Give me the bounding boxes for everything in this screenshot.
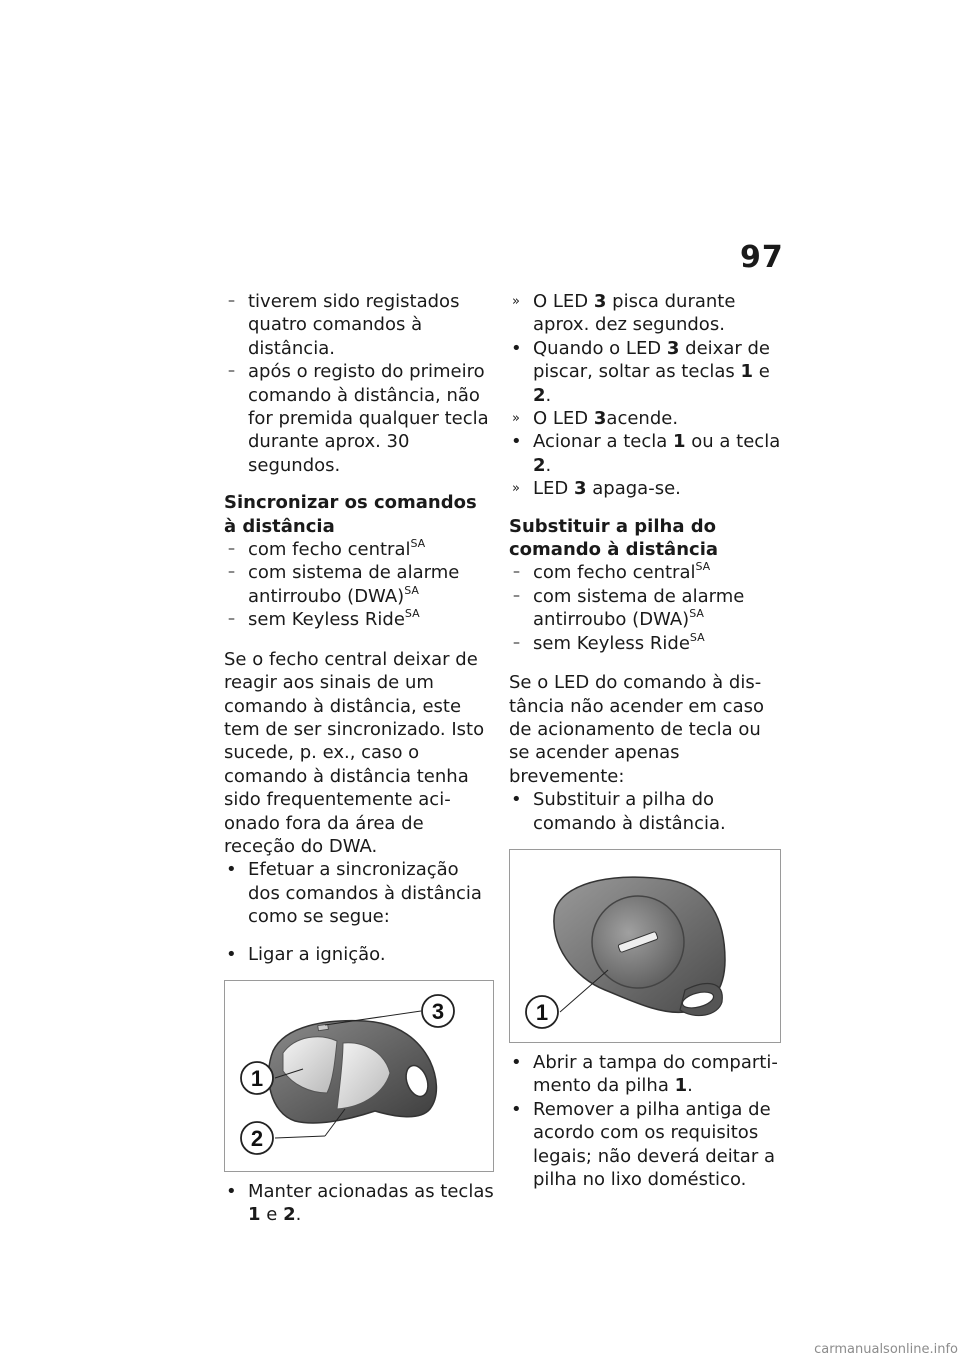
item-text: tiverem sido registados quatro comandos à distância.	[248, 291, 460, 359]
key-number: 2	[533, 384, 546, 406]
list-item	[224, 360, 494, 477]
item-text: Efetuar a sincronização dos comandos à distância como se segue:	[248, 859, 482, 928]
item-text: .	[545, 454, 552, 476]
key-number: 1	[248, 1204, 261, 1226]
item-text: O LED	[533, 291, 589, 312]
list-item	[224, 561, 494, 608]
item-text: com sistema de alarme antirroubo (DWA)	[533, 585, 745, 631]
item-text: O LED	[533, 408, 589, 430]
section-heading: Sincronizar os comandos à distância	[224, 492, 477, 537]
footer-watermark: carmanualsonline.info	[814, 1342, 958, 1357]
key-number: 1	[740, 361, 754, 383]
bullet-marker: •	[511, 1098, 522, 1120]
led-number: 3	[574, 478, 587, 500]
right-column	[509, 290, 781, 1191]
dash-marker: –	[228, 541, 235, 558]
list-item	[224, 538, 494, 561]
bullet-marker: •	[226, 859, 237, 881]
item-text: .	[295, 1204, 302, 1226]
key-number: 2	[283, 1204, 296, 1226]
sa-mark: SA	[689, 607, 704, 621]
page-number: 97	[740, 240, 784, 275]
remote-key-illustration	[225, 981, 493, 1171]
bullet-marker: •	[511, 1051, 522, 1073]
dash-marker: –	[513, 564, 520, 581]
remote-back-illustration	[510, 850, 780, 1042]
key-number: 2	[533, 454, 546, 476]
sa-mark: SA	[404, 583, 419, 597]
result-marker: »	[512, 411, 520, 427]
sa-mark: SA	[689, 630, 705, 644]
list-item	[509, 585, 781, 632]
list-item	[509, 477, 781, 500]
list-item	[509, 561, 781, 584]
bullet-marker: •	[511, 337, 522, 359]
list-item	[224, 1180, 494, 1227]
section-heading: Substituir a pilha do comando à distância	[509, 515, 719, 561]
list-item	[509, 407, 781, 430]
item-text: após o registo do primeiro comando à distância, não for premida qualquer tecla durante aprox. 30 segundos.	[248, 361, 489, 476]
list-item	[224, 943, 494, 966]
item-text: sem Keyless Ride	[248, 609, 405, 631]
figure-callout-2: 2	[250, 1125, 264, 1151]
dash-marker: –	[228, 564, 235, 581]
bullet-marker: •	[511, 431, 522, 453]
item-text: Ligar a ignição.	[248, 943, 386, 965]
item-text: Substituir a pilha do comando à distância.	[533, 789, 726, 834]
figure-remote-keys	[224, 980, 494, 1172]
item-text: .	[687, 1075, 693, 1097]
key-number: 1	[673, 431, 686, 453]
item-text: ou a tecla	[691, 431, 781, 453]
part-number: 1	[674, 1075, 688, 1097]
item-text: pisca durante aprox. dez segundos.	[533, 291, 736, 336]
dash-marker: –	[228, 611, 235, 628]
led-number: 3	[593, 408, 607, 430]
list-item	[224, 608, 494, 631]
list-item	[224, 858, 494, 928]
item-text: apaga-se.	[592, 478, 681, 500]
list-item	[509, 290, 781, 337]
list-item	[509, 788, 781, 835]
item-text: com fecho central	[533, 562, 696, 584]
item-text: Remover a pilha antiga de acordo com os requisitos legais; não deverá deitar a pilha no lixo doméstico.	[533, 1098, 775, 1190]
bullet-marker: •	[226, 1180, 237, 1202]
item-text: sem Keyless Ride	[533, 632, 690, 654]
figure-callout-1: 1	[250, 1065, 264, 1091]
dash-marker: –	[513, 634, 520, 651]
item-text: e	[266, 1204, 278, 1226]
led-number: 3	[593, 291, 607, 312]
bullet-marker: •	[511, 789, 522, 811]
figure-callout-1: 1	[535, 999, 549, 1025]
figure-callout-3: 3	[431, 998, 445, 1024]
list-item	[509, 430, 781, 477]
item-text: Manter acionadas as teclas	[248, 1180, 494, 1202]
list-item	[509, 337, 781, 407]
item-text: Abrir a tampa do compartimento da pilha	[533, 1051, 778, 1097]
sa-mark: SA	[410, 537, 426, 551]
result-marker: »	[512, 481, 520, 497]
item-text: acende.	[606, 408, 679, 430]
dash-marker: –	[228, 363, 235, 380]
item-text: Quando o LED	[533, 337, 662, 359]
item-text: com sistema de alarme antirroubo (DWA)	[248, 562, 460, 607]
item-text: deixar de piscar, soltar as teclas	[533, 337, 770, 383]
result-marker: »	[512, 294, 520, 309]
list-item	[509, 632, 781, 655]
bullet-marker: •	[226, 943, 237, 965]
figure-battery-cover	[509, 849, 781, 1043]
dash-marker: –	[513, 587, 520, 604]
sa-mark: SA	[695, 560, 711, 574]
item-text: com fecho central	[248, 539, 411, 561]
item-text: Acionar a tecla	[533, 431, 668, 453]
dash-marker: –	[228, 293, 235, 309]
item-text: .	[545, 384, 552, 406]
led-number: 3	[666, 337, 680, 359]
list-item	[509, 1051, 781, 1098]
list-item	[224, 290, 494, 360]
left-column	[224, 290, 494, 1227]
item-text: e	[758, 361, 770, 383]
paragraph: Se o fecho central deixar de reagir aos sinais de um comando à distância, este tem de ser sincronizado. Isto sucede, p. ex., caso o comando à distância tenha sido frequentemente acionado fora da área de receção do DWA.	[224, 648, 485, 857]
sa-mark: SA	[404, 607, 420, 621]
paragraph: Se o LED do comando à distância não acender em caso de acionamento de tecla ou se acender apenas brevemente:	[509, 672, 764, 787]
item-text: LED	[533, 478, 569, 500]
list-item	[509, 1098, 781, 1192]
